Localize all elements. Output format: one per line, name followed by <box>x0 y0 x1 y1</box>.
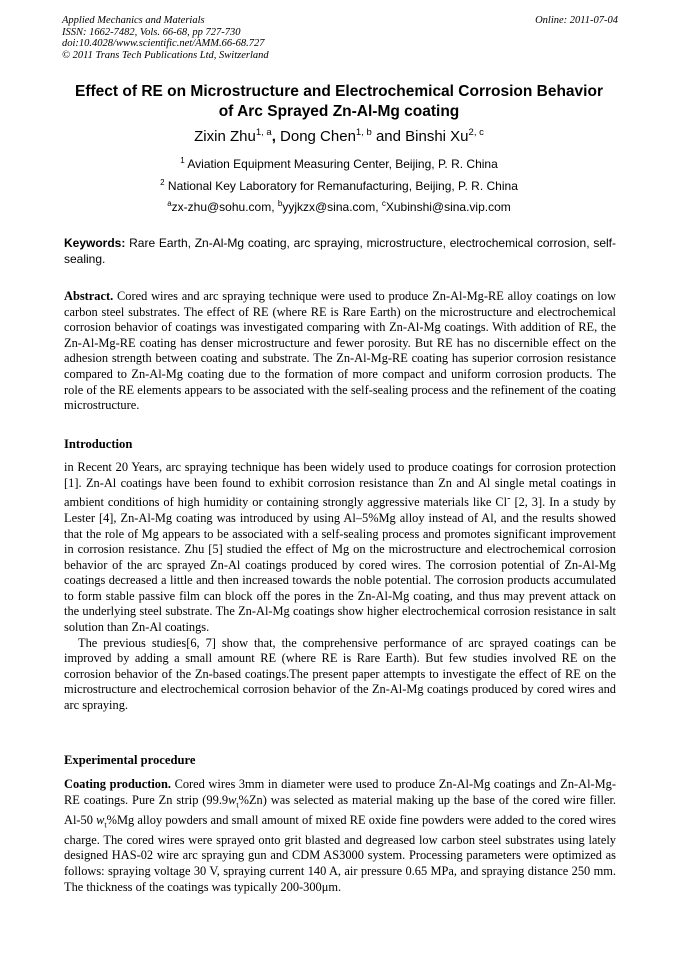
author-list <box>50 128 628 146</box>
abstract-label: Abstract. <box>64 289 114 303</box>
title-line-2: of Arc Sprayed Zn-Al-Mg coating <box>218 103 460 120</box>
keywords-text: Rare Earth, Zn-Al-Mg coating, arc spraying, microstructure, electrochemical corrosion, self-sealing. <box>64 236 616 266</box>
affiliation-1-text: Aviation Equipment Measuring Center, Beijing, P. R. China <box>184 157 498 171</box>
author-and: and <box>371 128 406 145</box>
exp-text-2: %Zn) was selected as material making up the base of the cored wire filler. Al-50 <box>64 792 617 827</box>
author-2: Dong Chen <box>275 128 356 145</box>
introduction-paragraph-2: The previous studies[6, 7] show that, the comprehensive performance of arc sprayed coatings can be improved by adding a small amount RE (where RE is Rare Earth). But few studies involved RE on the corrosion behavior of the Zn-based coatings.The present paper attempts to investigate the effect of RE on the microstructure and electrochemical corrosion behavior of the Zn-Al-Mg coatings produced by cored wires and arc spraying. <box>64 635 616 713</box>
author-3: Binshi Xu <box>405 128 469 145</box>
copyright-line: © 2011 Trans Tech Publications Ltd, Switzerland <box>62 49 269 61</box>
email-c-marker: c <box>381 199 386 208</box>
keywords-block <box>64 236 616 267</box>
email-a-marker: a <box>167 199 172 208</box>
email-list <box>50 200 628 215</box>
abstract-block <box>64 289 616 414</box>
author-1-affil: 1, a <box>255 127 272 138</box>
email-b[interactable]: yyjkzx@sina.com, <box>282 200 382 214</box>
intro-p1-start: in Recent 20 Years, arc spraying technique has been widely used to produce coatings for corrosion protection [1]. Zn-Al coatings have been found to exhibit corrosion resistance than Zn and Al single metal coatings in ambient conditions of high humidity or containing strongly aggressive materials like Cl <box>64 460 616 510</box>
exp-text-1: Cored wires 3mm in diameter were used to produce Zn-Al-Mg coatings and Zn-Al-Mg-RE coatings. Pure Zn strip (99.9 <box>64 777 616 807</box>
affiliation-2-text: National Key Laboratory for Remanufacturing, Beijing, P. R. China <box>164 179 518 193</box>
introduction-heading: Introduction <box>64 437 133 451</box>
issn-line: ISSN: 1662-7482, Vols. 66-68, pp 727-730 <box>62 26 241 38</box>
exp-text-3: %Mg alloy powders and small amount of mixed RE oxide fine powders were added to the cored wires charge. The cored wires were sprayed onto grit blasted and degreased low carbon steel substrates using lately designed HAS-02 wire arc spraying gun and CDM AS3000 system. Processing parameters were optimized as follows: spraying voltage 30 V, spraying current 140 A, air pressure 0.65 MPa, and spraying distance 250 mm. The thickness of the coatings was typically 200-300μm. <box>64 812 616 894</box>
intro-p1-end: [2, 3]. In a study by Lester [4], Zn-Al-Mg coating was introduced by using Al–5%Mg alloy instead of Al, and the results showed that the role of Mg appears to be associated with a self-sealing process and promotes significant improvement in corrosion resistance. Zhu [5] studied the effect of Mg on the microstructure and electrochemical corrosion behavior of the arc sprayed Zn-Al coatings produced by cored wires. The corrosion potential of Zn-Al-Mg coatings decreased a little and then increased towards the noble potential. The corrosion products accumulated to form stable passive film can block off the pores in the Zn-Al-Mg coating, and thus may prevent attack on the underlying steel substrate. The Zn-Al-Mg coatings show higher electrochemical corrosion resistance in salt solution than Zn-Al coatings. <box>64 495 616 635</box>
affiliation-2-marker: 2 <box>160 178 165 187</box>
journal-header <box>62 15 618 61</box>
author-2-affil: 1, b <box>355 127 372 138</box>
experimental-paragraph-1 <box>64 777 616 895</box>
journal-name: Applied Mechanics and Materials <box>62 15 205 26</box>
online-date: Online: 2011-07-04 <box>535 15 618 26</box>
email-c[interactable]: Xubinshi@sina.vip.com <box>385 200 511 214</box>
affiliation-1 <box>50 157 628 172</box>
affiliation-2 <box>50 179 628 194</box>
keywords-label: Keywords: <box>64 236 126 250</box>
abstract-text: Cored wires and arc spraying technique were used to produce Zn-Al-Mg-RE alloy coatings on low carbon steel substrates. The effect of RE (where RE is Rare Earth) on the microstructure and electrochemical corrosion behavior of coatings was investigated comparing with Zn-Al-Mg coatings. With addition of RE, the Zn-Al-Mg-RE coating has denser microstructure and fewer porosity. But RE has no discernible effect on the adhesion strength between coating and substrate. The Zn-Al-Mg-RE coating has superior corrosion resistance compared to Zn-Al-Mg coating due to the formation of more compact and uniform corrosion products. The role of the RE elements appears to be associated with the self-sealing process and the refinement of the coating microstructure. <box>64 289 616 413</box>
paper-title <box>50 82 628 122</box>
author-3-affil: 2, c <box>468 127 484 138</box>
author-separator: , <box>271 128 276 145</box>
author-1: Zixin Zhu <box>194 128 256 145</box>
weight-symbol-2: w <box>96 812 105 827</box>
weight-subscript-1: t <box>236 800 239 810</box>
coating-production-runin: Coating production. <box>64 777 171 791</box>
introduction-paragraph-1 <box>64 460 616 636</box>
email-a[interactable]: zx-zhu@sohu.com, <box>171 200 278 214</box>
experimental-body <box>64 777 616 895</box>
weight-symbol-1: w <box>228 792 237 807</box>
introduction-body <box>64 460 616 714</box>
experimental-heading: Experimental procedure <box>64 753 196 767</box>
weight-subscript-2: t <box>104 820 107 830</box>
affiliation-1-marker: 1 <box>180 156 185 165</box>
title-line-1: Effect of RE on Microstructure and Electrochemical Corrosion Behavior <box>75 83 603 100</box>
chloride-charge: - <box>507 493 511 505</box>
doi-line: doi:10.4028/www.scientific.net/AMM.66-68.727 <box>62 38 265 50</box>
email-b-marker: b <box>277 199 283 208</box>
